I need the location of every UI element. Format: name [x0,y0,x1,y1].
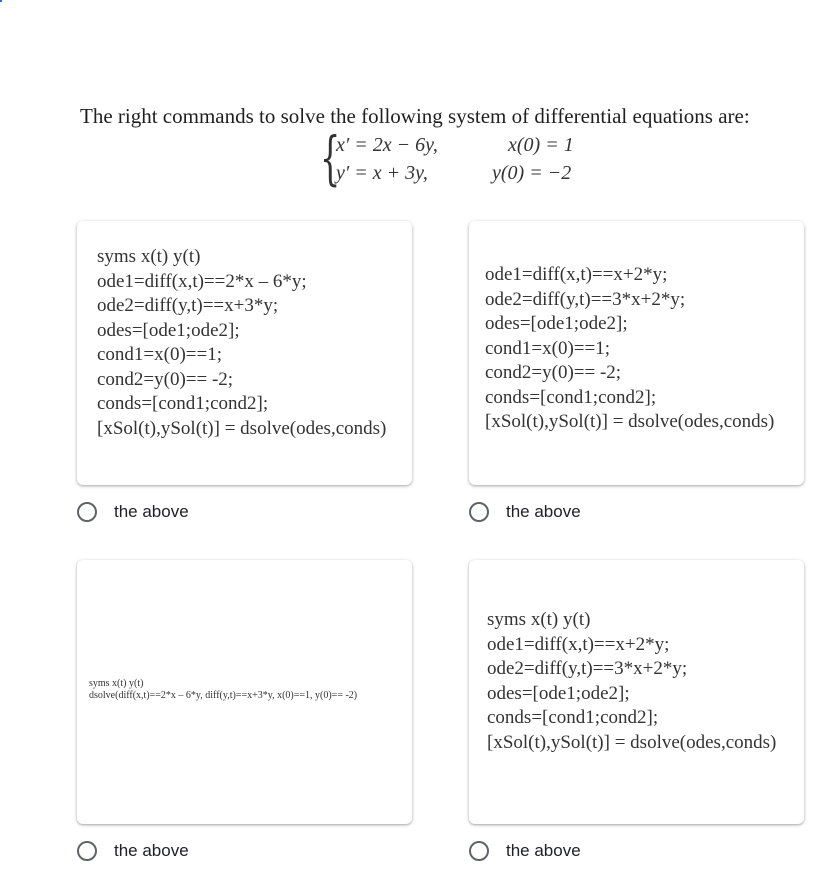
option-4-code [487,608,776,755]
initial-condition-x: x(0) = 1 [508,134,574,156]
option-2-code [485,263,774,435]
corner-dot [0,0,2,2]
code-line: syms x(t) y(t) [89,678,144,689]
code-line: odes=[ode1;ode2]; [487,682,630,704]
initial-condition-y: y(0) = −2 [492,162,572,184]
code-line: ode2=diff(y,t)==3*x+2*y; [485,288,686,310]
equation-system [320,124,640,192]
code-line: ode2=diff(y,t)==3*x+2*y; [487,658,688,679]
option-1-label: the above [114,502,189,521]
code-line: syms x(t) y(t) [487,609,591,630]
code-line: [xSol(t),ySol(t)] = dsolve(odes,conds) [487,731,777,753]
option-4-image-card [469,560,804,824]
code-line: ode1=diff(x,t)==x+2*y; [485,264,668,285]
option-3-label: the above [114,841,189,860]
code-line: ode2=diff(y,t)==x+3*y; [97,295,279,316]
option-2-image-card [469,221,804,485]
code-line: ode1=diff(x,t)==2*x – 6*y; [97,270,307,292]
radio-circle[interactable] [469,841,489,861]
radio-circle[interactable] [77,502,97,522]
left-brace: { [320,124,341,192]
option-3-radio[interactable] [77,841,189,861]
question-header [80,104,820,192]
option-1-code [97,245,386,441]
option-1-radio[interactable] [77,502,189,522]
code-line: conds=[cond1;cond2]; [485,386,657,408]
code-line: ode1=diff(x,t)==x+2*y; [487,633,670,655]
option-4-radio[interactable] [469,841,581,861]
code-line: [xSol(t),ySol(t)] = dsolve(odes,conds) [485,411,775,432]
option-4-label: the above [506,841,581,860]
option-1-image-card [77,221,412,485]
option-3-code [89,678,357,702]
code-line: conds=[cond1;cond2]; [487,707,659,728]
radio-circle[interactable] [77,841,97,861]
equation-y: y′ = x + 3y, [336,162,428,184]
option-2-radio[interactable] [469,502,581,522]
code-line: [xSol(t),ySol(t)] = dsolve(odes,conds) [97,417,387,439]
question-title: The right commands to solve the following system of differential equations are: [80,104,750,128]
code-line: cond1=x(0)==1; [97,344,223,365]
code-line: odes=[ode1;ode2]; [485,313,628,334]
code-line: cond2=y(0)== -2; [485,362,622,383]
code-line: conds=[cond1;cond2]; [97,393,269,414]
equation-x: x′ = 2x − 6y, [336,134,438,156]
code-line: dsolve(diff(x,t)==2*x – 6*y, diff(y,t)==x+3*y, x(0)==1, y(0)== -2) [89,690,358,701]
code-line: syms x(t) y(t) [97,246,201,267]
code-line: odes=[ode1;ode2]; [97,319,240,341]
code-line: cond2=y(0)== -2; [97,368,234,390]
code-line: cond1=x(0)==1; [485,337,611,359]
radio-circle[interactable] [469,502,489,522]
option-2-label: the above [506,502,581,521]
option-3-image-card [77,560,412,824]
